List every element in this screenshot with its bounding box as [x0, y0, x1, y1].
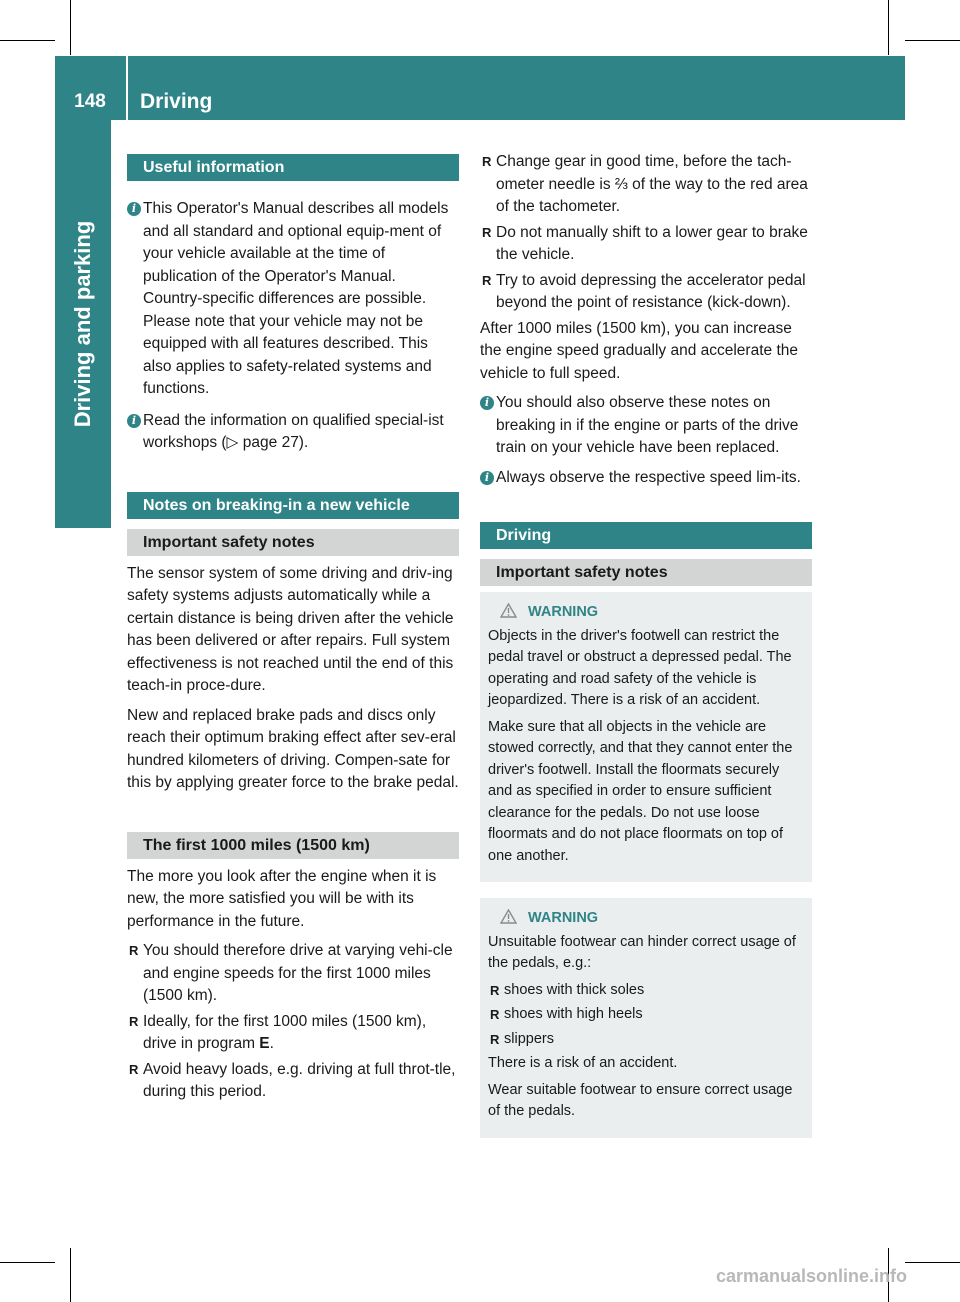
list-item: R slippers: [490, 1030, 554, 1047]
warning-header: [488, 908, 804, 930]
crop-mark: [888, 0, 889, 55]
warning-label: WARNING: [528, 604, 599, 620]
list-item: R shoes with thick soles: [490, 981, 645, 998]
subsection-heading-safety: Important safety notes: [127, 529, 459, 556]
crop-mark: [0, 40, 55, 41]
info-text: Read the information on qualified special-ist workshops (▷ page 27).: [143, 411, 444, 451]
side-tab-label: Driving and parking: [70, 220, 95, 428]
warning-text: There is a risk of an accident.: [488, 1055, 678, 1071]
crop-mark: [70, 1248, 71, 1302]
warning-triangle-icon: [500, 909, 517, 924]
warning-header: [488, 602, 804, 624]
section-heading-driving: Driving: [480, 522, 812, 549]
subsection-heading-safety: Important safety notes: [480, 559, 812, 586]
warning-text: Objects in the driver's footwell can restrict the pedal travel or obstruct a depressed pedal. The operating and road safety of the vehicle is jeopardized. There is a risk of an accident.: [488, 627, 792, 708]
section-heading-breaking-in: Notes on breaking-in a new vehicle: [127, 492, 459, 519]
warning-text: Unsuitable footwear can hinder correct usage of the pedals, e.g.:: [488, 933, 796, 971]
page-title: Driving: [140, 90, 213, 113]
list-item: R Try to avoid depressing the accelerator pedal beyond the point of resistance (kick-down).: [482, 271, 806, 311]
paragraph: The more you look after the engine when it is new, the more satisfied you will be with its performance in the future.: [127, 867, 437, 930]
list-item-text: Avoid heavy loads, e.g. driving at full throt-tle, during this period.: [143, 1060, 456, 1100]
list-item-text: You should therefore drive at varying vehi-cle and engine speeds for the first 1000 miles (1500 km).: [143, 942, 453, 1004]
useful-info-heading: Useful information: [127, 154, 459, 181]
page-number: 148: [55, 84, 125, 120]
subsection-heading-first-1000: The first 1000 miles (1500 km): [127, 832, 459, 859]
list-item-text: Change gear in good time, before the tach-ometer needle is ⅔ of the way to the red area of the tachometer.: [496, 153, 808, 215]
crop-mark: [70, 0, 71, 55]
right-column: [480, 151, 812, 1138]
warning-text: Wear suitable footwear to ensure correct usage of the pedals.: [488, 1081, 793, 1119]
info-icon: i: [127, 202, 141, 216]
warning-text: Make sure that all objects in the vehicle are stowed correctly, and that they cannot enter the driver's footwell. Install the floormats securely and as specified in order to ensure sufficient clearance for the pedals. Do not use loose floormats and do not place floormats on top of one another.: [488, 718, 793, 864]
list-item: R Avoid heavy loads, e.g. driving at full throt-tle, during this period.: [129, 1060, 456, 1100]
list-item: R Do not manually shift to a lower gear to brake the vehicle.: [482, 223, 808, 263]
info-text: Always observe the respective speed lim-its.: [496, 468, 801, 486]
info-note: [127, 198, 459, 401]
list-item-text: Do not manually shift to a lower gear to brake the vehicle.: [496, 223, 808, 263]
info-icon: i: [127, 414, 141, 428]
list-item-text: shoes with thick soles: [504, 981, 645, 998]
list-item-text: .: [269, 1035, 274, 1052]
info-icon: i: [480, 396, 494, 410]
info-note: [480, 467, 812, 490]
list-item: R Change gear in good time, before the tach-ometer needle is ⅔ of the way to the red area of the tachometer.: [482, 153, 808, 215]
warning-label: WARNING: [528, 910, 599, 926]
info-text: This Operator's Manual describes all models and all standard and optional equip-ment of your vehicle available at the time of publication of the Operator's Manual. Country-specific differences are possible. Please note that your vehicle may not be equipped with all features described. This also applies to safety-related systems and functions.: [143, 200, 449, 397]
paragraph: After 1000 miles (1500 km), you can increase the engine speed gradually and accelerate the vehicle to full speed.: [480, 319, 798, 382]
info-text: You should also observe these notes on breaking in if the engine or parts of the drive train on your vehicle have been replaced.: [496, 394, 799, 456]
info-note: [480, 392, 812, 460]
paragraph: New and replaced brake pads and discs only reach their optimum braking effect after sev-eral hundred kilometers of driving. Compen-sate for this by applying greater force to the brake pedal.: [127, 706, 459, 791]
crop-mark: [0, 1262, 55, 1263]
list-item-text: slippers: [504, 1030, 554, 1047]
warning-triangle-icon: [500, 603, 517, 618]
list-item: R Ideally, for the first 1000 miles (1500 km), drive in program E.: [129, 1012, 427, 1052]
watermark: carmanualsonline.info: [716, 1266, 908, 1286]
paragraph: The sensor system of some driving and driv-ing safety systems adjusts automatically while a certain distance is being driven after the vehicle has been delivered or after repairs. Full system effectiveness is not reached until the end of this teach-in proce-dure.: [127, 564, 454, 694]
warning-box: [480, 898, 812, 1138]
list-item-text: Try to avoid depressing the accelerator pedal beyond the point of resistance (kick-down).: [496, 271, 806, 311]
list-item-text: shoes with high heels: [504, 1006, 643, 1022]
warning-box: [480, 592, 812, 882]
crop-mark: [905, 1262, 960, 1263]
header-divider: [126, 56, 128, 120]
info-icon: i: [480, 471, 494, 485]
list-item: R shoes with high heels: [490, 1006, 643, 1022]
left-column: [127, 154, 459, 1107]
program-letter: E: [259, 1035, 270, 1052]
list-item: R You should therefore drive at varying vehi-cle and engine speeds for the first 1000 miles (1500 km).: [129, 942, 453, 1004]
list-item-text: Ideally, for the first 1000 miles (1500 km), drive in program: [143, 1012, 427, 1052]
crop-mark: [905, 40, 960, 41]
info-note: [127, 410, 459, 455]
